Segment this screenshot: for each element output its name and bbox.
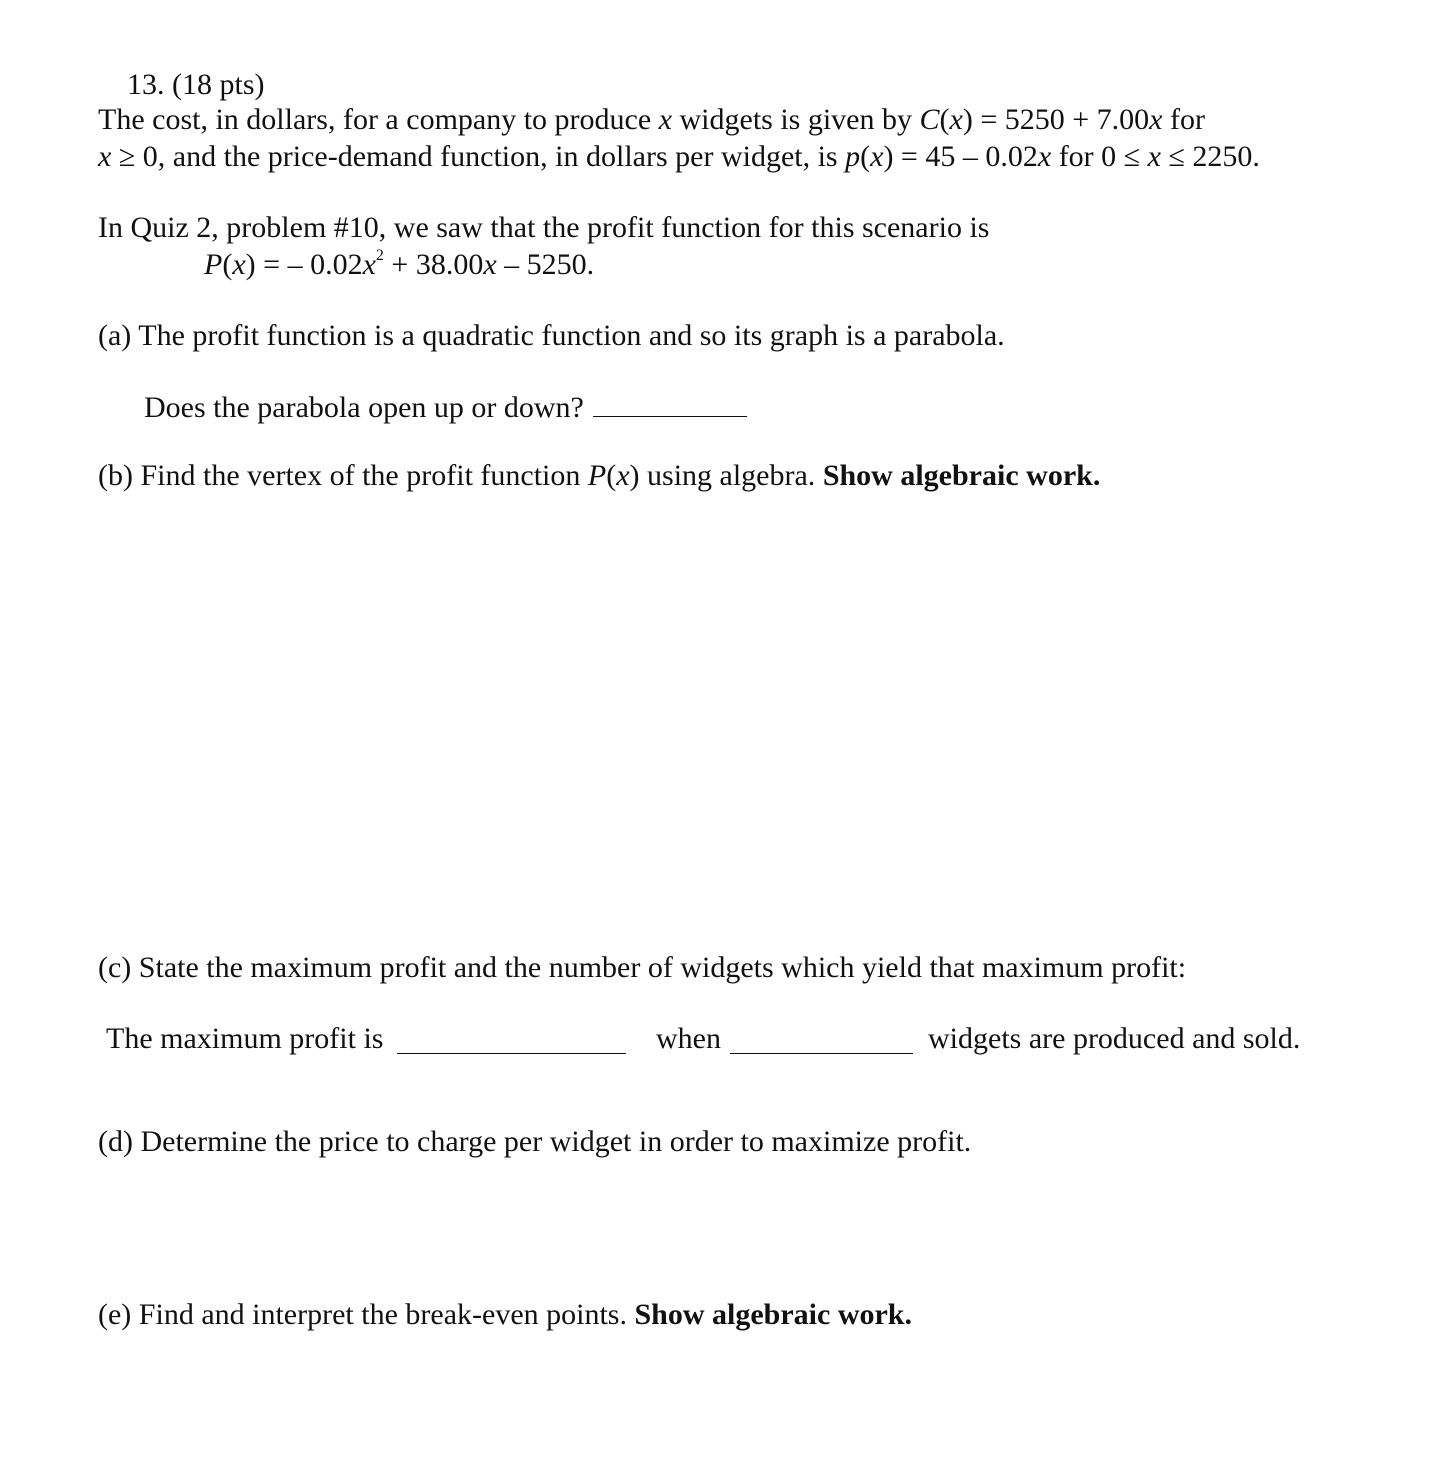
var-x: x xyxy=(362,248,376,281)
profit-fn-name: P xyxy=(204,248,223,281)
var-x: x xyxy=(870,140,884,173)
part-c-answer-when: when xyxy=(656,1022,721,1055)
fn-text: – 5250. xyxy=(496,248,595,281)
part-c-answer-start: The maximum profit is xyxy=(106,1022,384,1055)
part-e-statement xyxy=(98,1297,912,1333)
fn-text: ) = – 0.02 xyxy=(245,248,363,281)
var-x: x xyxy=(1037,140,1052,173)
part-a-question-text: Does the parabola open up or down? xyxy=(144,391,584,424)
exponent: 2 xyxy=(375,247,384,264)
intro-text: widgets is given by xyxy=(672,103,920,136)
intro-text: The cost, in dollars, for a company to produce xyxy=(98,103,659,136)
intro-text: ≥ 0, and the price-demand function, in dollars per widget, is xyxy=(111,140,846,173)
intro-text: ≤ 2250. xyxy=(1160,140,1260,173)
part-e-emphasis: Show algebraic work. xyxy=(634,1298,912,1331)
part-d-statement: (d) Determine the price to charge per widget in order to maximize profit. xyxy=(98,1125,972,1158)
answer-blank-direction[interactable] xyxy=(593,388,747,417)
part-a-statement: (a) The profit function is a quadratic function and so its graph is a parabola. xyxy=(98,319,1005,352)
fn-text: + 38.00 xyxy=(383,248,484,281)
var-x: x xyxy=(616,459,630,492)
intro-text: for 0 ≤ xyxy=(1051,140,1148,173)
answer-blank-max-profit[interactable] xyxy=(397,1025,626,1054)
var-x: x xyxy=(98,140,112,173)
part-a-question xyxy=(144,388,747,426)
intro-text: for xyxy=(1162,103,1205,136)
var-x: x xyxy=(658,103,672,136)
fn-text: ( xyxy=(222,248,233,281)
part-b-text: (b) Find the vertex of the profit function xyxy=(98,459,588,492)
intro-text: ( xyxy=(860,140,871,173)
quiz-reference: In Quiz 2, problem #10, we saw that the profit function for this scenario is xyxy=(98,211,990,244)
part-b-statement xyxy=(98,458,1100,494)
answer-blank-widgets[interactable] xyxy=(730,1025,913,1054)
intro-line-1 xyxy=(98,102,1205,138)
profit-fn-name: P xyxy=(587,459,607,492)
intro-text: ) = 5250 + 7.00 xyxy=(962,103,1150,136)
part-c-statement: (c) State the maximum profit and the number of widgets which yield that maximum profit: xyxy=(98,951,1187,984)
part-e-text: (e) Find and interpret the break-even points. xyxy=(98,1298,635,1331)
problem-header: 13. (18 pts) xyxy=(127,68,265,101)
var-x: x xyxy=(1149,103,1163,136)
price-fn-name: p xyxy=(845,140,861,173)
intro-text: ) = 45 – 0.02 xyxy=(883,140,1038,173)
var-x: x xyxy=(483,248,497,281)
cost-fn-name: C xyxy=(919,103,940,136)
part-c-answer-end: widgets are produced and sold. xyxy=(928,1022,1301,1055)
part-b-text: ) using algebra. xyxy=(629,459,823,492)
intro-text: ( xyxy=(939,103,950,136)
part-b-text: ( xyxy=(606,459,617,492)
var-x: x xyxy=(232,248,246,281)
var-x: x xyxy=(949,103,963,136)
intro-line-2 xyxy=(98,139,1260,175)
var-x: x xyxy=(1147,140,1161,173)
profit-function xyxy=(204,247,594,283)
part-b-emphasis: Show algebraic work. xyxy=(822,459,1101,492)
